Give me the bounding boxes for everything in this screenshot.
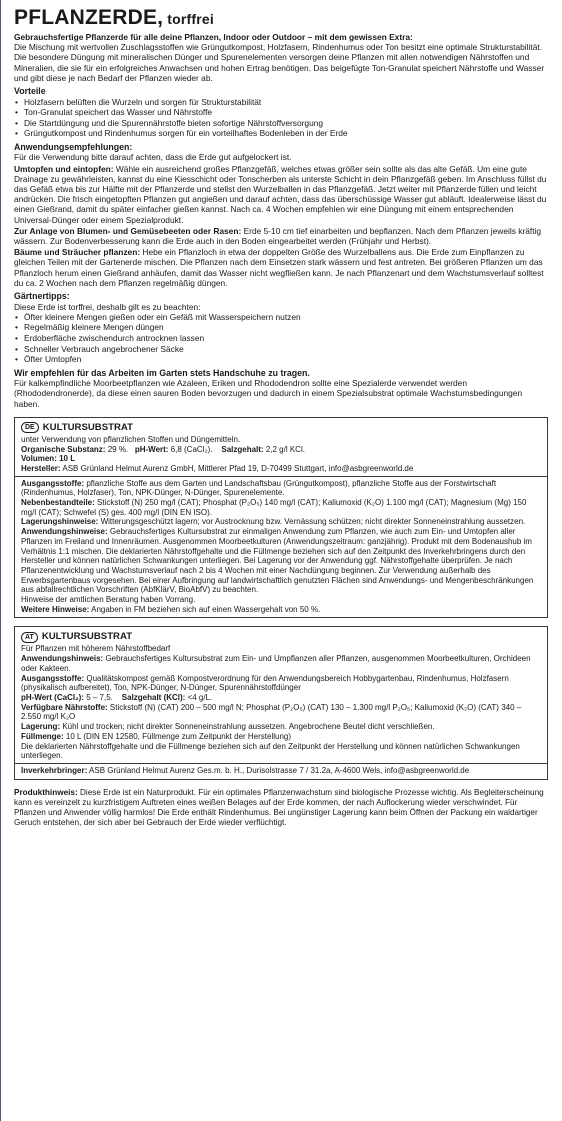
de-more-value: Angaben in FM beziehen sich auf einen Wassergehalt von 50 %. — [89, 604, 321, 614]
beds-text: Erde 5-10 cm tief einarbeiten und bepflanzen. Nach dem Pflanzen jeweils kräftig wässern. Zur Bodenverbesserung kann die Erde auch in den Boden eingearbeitet werden (Frühjahr und Herbst). — [14, 225, 542, 247]
trees-paragraph — [14, 247, 548, 288]
at-app-line — [21, 654, 541, 673]
de-more-label: Weitere Hinweise: — [21, 604, 90, 614]
de-minor-value: Stickstoff (N) 250 mg/l (CAT); Phosphat (P₂O₅) 140 mg/l (CAT); Kaliumoxid (K₂O) 1.100 mg/l (CAT); Magnesium (Mg) 150 mg/l (CAT); Schwefel (S) ges. 400 mg/l (DIN EN ISO). — [21, 498, 527, 517]
de-divider — [15, 476, 547, 477]
at-declared-line: Die deklarierten Nährstoffgehalte und die Füllmenge beziehen sich auf den Zeitpunkt der Herstellung und können natürlichen Schwankungen unterliegen. — [21, 741, 520, 761]
list-item: • Grüngutkompost und Rindenhumus sorgen für ein vorteilhaftes Bodenleben in der Erde — [14, 128, 548, 139]
beds-label: Zur Anlage von Blumen- und Gemüsebeeten oder Rasen: — [14, 225, 242, 236]
product-note — [14, 788, 548, 828]
at-salt-label: Salzgehalt (KCl): — [121, 692, 186, 702]
de-source-label: Ausgangsstoffe: — [21, 478, 85, 488]
de-more-line — [21, 605, 541, 615]
list-item: • Holzfasern belüften die Wurzeln und sorgen für Strukturstabilität — [14, 97, 548, 108]
de-minor-label: Nebenbestandteile: — [21, 498, 95, 508]
beds-paragraph — [14, 226, 548, 246]
benefits-heading: Vorteile — [14, 86, 46, 97]
de-organic-label: Organische Substanz: — [21, 444, 106, 454]
de-storage-value: Witterungsgeschützt lagern; vor Austrocknung bzw. Vernässung schützen; nicht direkter Sonneneinstrahlung aussetzen. — [98, 517, 526, 527]
at-app-value: Gebrauchsfertiges Kultursubstrat zum Ein- und Umpflanzen aller Pflanzen, ausgenommen Moorbeetkulturen, Orchideen oder Kakteen. — [21, 654, 531, 673]
at-fill-value: 10 L (DIN EN 12580, Füllmenge zum Zeitpunkt der Herstellung) — [63, 731, 292, 741]
de-values-line — [21, 445, 541, 455]
de-app-label: Anwendungshinweise: — [21, 527, 108, 537]
repot-paragraph — [14, 164, 548, 225]
at-ph-label: pH-Wert (CaCl₂): — [21, 692, 84, 702]
at-substrate-box — [14, 626, 548, 779]
de-box-heading — [21, 422, 541, 434]
at-storage-label: Lagerung: — [21, 722, 61, 732]
tips-heading: Gärtnertipps: — [14, 291, 70, 302]
tips-list — [14, 312, 548, 365]
de-organic-value: 29 %. — [105, 444, 129, 454]
at-line1: Für Pflanzen mit höherem Nährstoffbedarf — [21, 644, 171, 654]
tips-intro: Diese Erde ist torffrei, deshalb gilt es zu beachten: — [14, 301, 201, 312]
at-nutr-value: Stickstoff (N) (CAT) 200 – 500 mg/l N; Phosphat (P₂O₅) (CAT) 130 – 1.300 mg/l P₂O₅; Kaliumoxid (K₂O) (CAT) 340 – 2.550 mg/l K₂O — [21, 702, 522, 722]
at-source-label: Ausgangsstoffe: — [21, 673, 85, 683]
benefits-list — [14, 97, 548, 139]
usage-text: Für die Verwendung bitte darauf achten, dass die Erde gut aufgelockert ist. — [14, 152, 292, 163]
at-fill-label: Füllmenge: — [21, 731, 64, 741]
de-storage-line — [21, 517, 541, 527]
at-badge: AT — [21, 632, 38, 643]
list-item: • Regelmäßig kleinere Mengen düngen — [14, 322, 548, 333]
at-box-heading — [21, 631, 541, 643]
usage-heading: Anwendungsempfehlungen: — [14, 141, 133, 152]
de-maker-label: Hersteller: — [21, 463, 61, 473]
de-minor-line — [21, 498, 541, 517]
de-source-value: pflanzliche Stoffe aus dem Garten und Landschaftsbau (Grüngutkompost), pflanzliche Stoffe aus der Forstwirtschaft (Rindenhumus, Holzfaser), Ton, NPK-Dünger, N-Dünger, Spurenelemente. — [21, 478, 497, 498]
at-storage-line — [21, 722, 541, 732]
at-source-line — [21, 674, 541, 693]
list-item: • Erdoberfläche zwischendurch antrocknen lassen — [14, 333, 548, 344]
list-item: • Öfter Umtopfen — [14, 354, 548, 365]
de-maker-value: ASB Grünland Helmut Aurenz GmbH, Mittlerer Pfad 19, D-70499 Stuttgart, info@asbgreenworld.de — [60, 463, 414, 473]
at-ph-line — [21, 693, 541, 703]
at-dist-value: ASB Grünland Helmut Aurenz Ges.m. b. H., Durisolstrasse 7 / 31.2a, A-4600 Wels, info@asbgreenworld.de — [87, 765, 470, 775]
at-nutr-label: Verfügbare Nährstoffe: — [21, 702, 108, 712]
page-title — [14, 6, 548, 31]
trees-label: Bäume und Sträucher pflanzen: — [14, 247, 141, 258]
at-nutr-line — [21, 703, 541, 722]
lead-text: Gebrauchsfertige Pflanzerde für alle deine Pflanzen, Indoor oder Outdoor – mit dem gewissen Extra: — [14, 32, 413, 42]
at-salt-value: <4 g/L. — [185, 692, 213, 702]
list-item: • Schneller Verbrauch angebrochener Säcke — [14, 344, 548, 355]
at-source-value: Qualitätskompost gemäß Kompostverordnung für den Anwendungsbereich Hobbygartenbau, Rindenhumus, Holzfasern (physikalisch aufbereitet), Ton, NPK-Dünger, N-Dünger, Spurennährstoffdünger — [21, 673, 509, 693]
list-item: • Ton-Granulat speichert das Wasser und Nährstoffe — [14, 107, 548, 118]
de-ph-label: pH-Wert: — [134, 444, 169, 454]
de-salt-label: Salzgehalt: — [221, 444, 264, 454]
de-app-line — [21, 527, 541, 595]
de-storage-label: Lagerungshinweise: — [21, 517, 99, 527]
de-source-line — [21, 479, 541, 498]
de-badge: DE — [21, 422, 39, 433]
list-item: • Die Startdüngung und die Spurennährstoffe bieten sofortige Nährstoffversorgung — [14, 118, 548, 129]
at-fill-line — [21, 732, 541, 742]
title-sub: torffrei — [167, 11, 214, 27]
de-app-value: Gebrauchsfertiges Kultursubstrat zur einmaligen Anwendung zum Pflanzen, wie auch zum Ein- und Umtopfen aller Pflanzen im Freiland und Innenräumen. Ausgenommen Moorbeetkulturen (Anwendungszeitraum: ganzjährig). Produkt mit dem Bodenaushub im Verhältnis 1:1 mischen. Die deklarierten Nährstoffgehalte und die Füllmenge beziehen sich auf den Zeitpunkt des Inverkehrbringens durch den Hersteller und können natürlichen Schwankungen unterliegen. Bei Lagerung vor der Anwendung ggf. Nährstoffgehalte überprüfen. Je nach Pflanzenentwicklung und Wachstumsverlauf nach 2 bis 4 Wochen mit einer Nachdüngung beginnen. Zur Verwendung außerhalb des Erwerbsgartenbaus vorgesehen. Bei einer Aufbringung auf landwirtschaftlich genutzten Flächen sind Anwendungs- und Mengenbeschränkungen aus abfallrechtlichen Vorschriften (AbfKlärV, BioAbfV) zu beachten. — [21, 527, 534, 595]
product-note-label: Produkthinweis: — [14, 787, 78, 797]
repot-text: Wähle ein ausreichend großes Pflanzgefäß, welches etwas größer sein sollte als das alte Gefäß. Um eine gute Drainage zu gewährleisten, kannst du eine Kiesschicht oder Tonscherben als unterste Schicht in dein Pflanzgefäß geben. Im Anschluss füllst du das Gefäß etwa bis zur Hälfte mit der Pflanzerde und stellst den Wurzelballen in das Pflanzgefäß. Jetzt weiter mit Pflanzerde füllen und leicht andrücken. Die frisch eingetopften Pflanzen gut angießen und darauf achten, dass das überschüssige Wasser gut abläuft. Idealerweise lässt du einen Gießrand, damit du später einfacher gießen kannst. Nach ca. 4 Wochen empfehlen wir eine Düngung mit einem entsprechenden Universal-Dünger oder einem Spezialprodukt. — [14, 163, 547, 225]
trees-text: Hebe ein Pflanzloch in etwa der doppelten Größe des Wurzelballens aus. Die Erde zum Einpflanzen zu gleichen Teilen mit der Gartenerde mischen. Die Pflanzen nach dem Einsetzen stark wässern und fest antreten. Bei größeren Pflanzen um das Pflanzloch herum einen Gießrand anhäufen, damit das Wasser nicht wegfließen kann. Je nach Pflanzenart und dem Wachstumsverlauf solltest du ca. 2 Wochen nach dem Pflanzen regelmäßig düngen. — [14, 247, 544, 288]
de-line1: unter Verwendung von pflanzlichen Stoffen und Düngemitteln. — [21, 434, 241, 444]
de-official-line: Hinweise der amtlichen Beratung haben Vorrang. — [21, 595, 196, 605]
de-substrate-box — [14, 417, 548, 619]
at-app-label: Anwendungshinweis: — [21, 654, 104, 664]
intro-text: Die Mischung mit wertvollen Zuschlagsstoffen wie Grüngutkompost, Holzfasern, Rindenhumus oder Ton besitzt eine optimale Strukturstabilität. Die besondere Düngung mit mineralischen Dünger und Spurenelementen versorgen deine Pflanzen mit allen notwendigen Nährstoffen und Mineralien, die sie für ein erfolgreiches Anwachsen und hohen Ertrag benötigen. Das beigefügte Ton-Granulat speichert Nährstoffe und Wasser und gibt diese je nach Bedarf der Pflanzen wieder ab. — [14, 42, 545, 83]
repot-label: Umtopfen und eintopfen: — [14, 163, 114, 174]
de-heading-text: KULTURSUBSTRAT — [42, 421, 133, 433]
at-dist-label: Inverkehrbringer: — [21, 765, 88, 775]
product-note-text: Diese Erde ist ein Naturprodukt. Für ein optimales Pflanzenwachstum sind biologische Prozesse wichtig. Als Begleiterscheinung kann es vereinzelt zu kurzfristigem Auftreten eines weißen Belages auf der Erde kommen, der nach Auflockerung wieder verschwindet. Für Pflanzen und Anwender völlig harmlos! Die Erde enthält Rindenhumus. Bei ungünstiger Lagerung kann beim Öffnen der Packung ein waldartiger Geruch entstehen, der sich aber bei Gebrauch der Erde wieder verflüchtigt. — [14, 787, 544, 827]
list-item: • Öfter kleinere Mengen gießen oder ein Gefäß mit Wasserspeichern nutzen — [14, 312, 548, 323]
de-volume-line — [21, 454, 541, 464]
at-heading-text: KULTURSUBSTRAT — [41, 631, 133, 643]
at-ph-value: 5 – 7,5. — [83, 692, 113, 702]
gloves-note: Wir empfehlen für das Arbeiten im Garten stets Handschuhe zu tragen. — [14, 367, 310, 378]
at-storage-value: Kühl und trocken; nicht direkter Sonneneinstrahlung aussetzen. Angebrochene Beutel dicht verschließen. — [60, 722, 435, 732]
title-main: PFLANZERDE, — [14, 6, 164, 29]
de-salt-value: 2,2 g/l KCl. — [263, 444, 305, 454]
at-dist-line — [21, 766, 541, 776]
de-volume-value: 10 L — [56, 454, 76, 464]
at-divider — [15, 763, 547, 764]
de-volume-label: Volumen: — [21, 454, 57, 464]
de-maker-line — [21, 464, 541, 474]
de-ph-value: 6,8 (CaCl₂). — [168, 444, 213, 454]
special-note: Für kalkempfindliche Moorbeetpflanzen wie Azaleen, Eriken und Rhododendron sollte eine Spezialerde verwendet werden (Rhododendronerde), da diese einen sauren Boden bevorzugen und dadurch in einem Spezialsubstrat optimale Wachstumsbedingungen haben. — [14, 378, 523, 409]
